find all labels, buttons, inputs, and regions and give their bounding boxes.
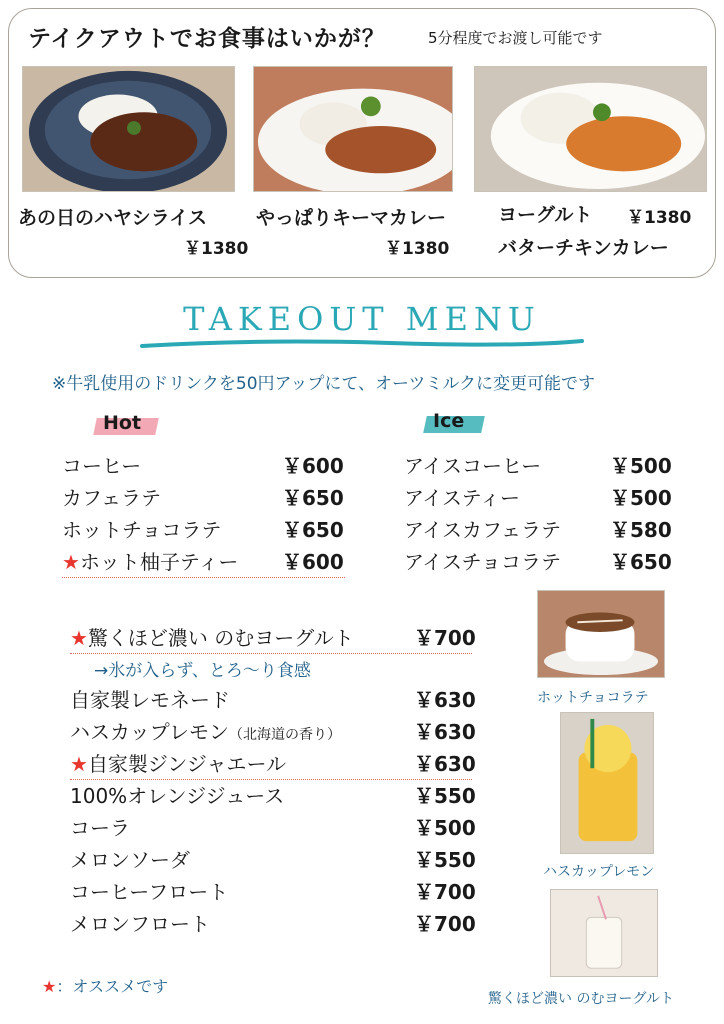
dish-name-butter-chicken-line2: バターチキンカレー: [498, 237, 669, 259]
drinking-yogurt-caption: 驚くほど濃い のむヨーグルト: [488, 991, 675, 1007]
hot-chocolate-caption: ホットチョコラテ: [537, 690, 649, 706]
butter-chicken-curry-photo: [474, 66, 707, 192]
menu-item: アイスティー ￥500: [404, 486, 672, 510]
menu-item: アイスカフェラテ ￥580: [404, 518, 672, 542]
title-underline: [140, 336, 584, 352]
menu-item: ホットチョコラテ ￥650: [62, 518, 344, 542]
menu-item: メロンソーダ ￥550: [70, 848, 476, 872]
ice-drinks-list: [404, 450, 674, 578]
dish-name-keema: やっぱりキーマカレー: [256, 207, 447, 229]
dish-price-keema: ￥1380: [385, 239, 450, 259]
menu-item: メロンフロート ￥700: [70, 912, 476, 936]
dish-price-butter-chicken: ￥1380: [627, 208, 692, 228]
recommendation-legend: ★：オススメです: [42, 977, 169, 996]
dish-name-butter-chicken-line1: ヨーグルト: [498, 204, 593, 226]
menu-item: アイスチョコラテ ￥650: [404, 550, 672, 574]
menu-item: コーラ ￥500: [70, 816, 476, 840]
menu-item-recommended: ★驚くほど濃い のむヨーグルト ￥700: [70, 622, 472, 654]
menu-item: 100%オレンジジュース ￥550: [70, 784, 476, 808]
menu-item: コーヒー ￥600: [62, 454, 344, 478]
ice-label: Ice: [433, 410, 464, 432]
menu-item: ハスカップレモン（北海道の香り） ￥630: [70, 720, 476, 744]
menu-item: 自家製レモネード ￥630: [70, 688, 476, 712]
food-note: 5分程度でお渡し可能です: [428, 29, 603, 47]
menu-item: コーヒーフロート ￥700: [70, 880, 476, 904]
other-drinks-list: [70, 622, 476, 940]
menu-item-recommended: ★自家製ジンジャエール ￥630: [70, 748, 472, 780]
oat-milk-note: ※牛乳使用のドリンクを50円アップにて、オーツミルクに変更可能です: [52, 374, 595, 394]
star-icon: ★: [70, 626, 88, 650]
keema-curry-photo: [253, 66, 453, 192]
drinking-yogurt-photo: [550, 889, 658, 977]
haskap-lemon-photo: [560, 712, 654, 854]
menu-item-recommended: ★ホット柚子ティー ￥600: [62, 546, 345, 578]
star-icon: ★: [70, 752, 88, 776]
hot-label: Hot: [103, 412, 141, 434]
dish-price-hayashi: ￥1380: [184, 239, 249, 259]
hayashi-rice-photo: [22, 66, 235, 192]
dish-name-hayashi: あの日のハヤシライス: [18, 207, 208, 229]
menu-item: カフェラテ ￥650: [62, 486, 344, 510]
hot-drinks-list: [62, 450, 352, 578]
food-heading: テイクアウトでお食事はいかが？: [28, 26, 386, 52]
star-icon: ★: [62, 550, 80, 574]
menu-title: TAKEOUT MENU: [183, 300, 541, 338]
star-icon: ★: [42, 977, 57, 996]
haskap-lemon-caption: ハスカップレモン: [543, 864, 655, 880]
yogurt-note: →氷が入らず、とろ〜り食感: [94, 661, 311, 681]
menu-item: アイスコーヒー ￥500: [404, 454, 672, 478]
hot-chocolate-photo: [537, 590, 665, 678]
